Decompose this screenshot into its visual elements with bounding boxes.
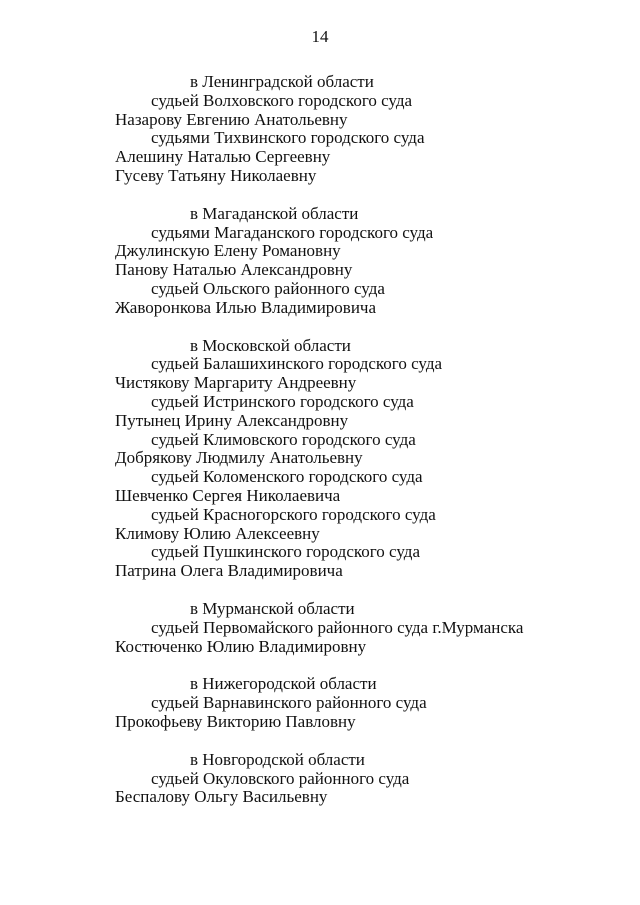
court-appointment: судьями Тихвинского городского суда bbox=[151, 128, 425, 148]
region-section bbox=[0, 675, 640, 731]
section-spacer bbox=[0, 656, 640, 675]
region-section bbox=[0, 73, 640, 186]
court-appointment: судьей Варнавинского районного суда bbox=[151, 693, 427, 713]
court-appointment: судьей Пушкинского городского суда bbox=[151, 542, 421, 562]
judge-name: Гусеву Татьяну Николаевну bbox=[115, 165, 317, 185]
judge-name: Прокофьеву Викторию Павловну bbox=[115, 711, 356, 731]
region-heading: в Нижегородской области bbox=[190, 674, 377, 694]
judge-name: Джулинскую Елену Романовну bbox=[115, 241, 341, 261]
region-section bbox=[0, 205, 640, 318]
court-appointment: судьей Климовского городского суда bbox=[151, 429, 416, 449]
judge-name: Шевченко Сергея Николаевича bbox=[115, 485, 341, 505]
judge-name: Беспалову Ольгу Васильевну bbox=[115, 787, 328, 807]
page-number: 14 bbox=[311, 27, 329, 46]
court-appointment: судьей Балашихинского городского суда bbox=[151, 354, 443, 374]
court-appointment: судьей Истринского городского суда bbox=[151, 391, 414, 411]
judge-name: Костюченко Юлию Владимировну bbox=[115, 636, 367, 656]
section-spacer bbox=[0, 732, 640, 751]
region-heading: в Ленинградской области bbox=[190, 72, 374, 91]
court-appointment: судьей Ольского районного суда bbox=[151, 278, 385, 298]
court-appointment: судьей Первомайского районного суда г.Мурманска bbox=[151, 617, 524, 637]
document-body bbox=[0, 73, 640, 807]
region-section bbox=[0, 751, 640, 807]
judge-name: Алешину Наталью Сергеевну bbox=[115, 147, 331, 167]
section-spacer bbox=[0, 318, 640, 337]
judge-name: Патрина Олега Владимировича bbox=[115, 561, 343, 581]
judge-name: Жаворонкова Илью Владимировича bbox=[115, 297, 377, 317]
court-appointment: судьей Коломенского городского суда bbox=[151, 467, 423, 487]
judge-name: Добрякову Людмилу Анатольевну bbox=[115, 448, 363, 468]
section-spacer bbox=[0, 581, 640, 600]
court-appointment: судьей Окуловского районного суда bbox=[151, 768, 410, 788]
region-heading: в Магаданской области bbox=[190, 203, 359, 223]
region-heading: в Новгородской области bbox=[190, 749, 365, 769]
judge-name: Назарову Евгению Анатольевну bbox=[115, 109, 348, 129]
judge-name: Путынец Ирину Александровну bbox=[115, 410, 349, 430]
section-spacer bbox=[0, 186, 640, 205]
judge-name: Панову Наталью Александровну bbox=[115, 260, 353, 280]
region-heading: в Мурманской области bbox=[190, 598, 355, 618]
region-section bbox=[0, 600, 640, 656]
region-section bbox=[0, 337, 640, 581]
court-appointment: судьей Красногорского городского суда bbox=[151, 504, 436, 524]
region-heading: в Московской области bbox=[190, 335, 351, 355]
judge-name: Чистякову Маргариту Андреевну bbox=[115, 373, 357, 393]
court-appointment: судьей Волховского городского суда bbox=[151, 90, 413, 110]
court-appointment: судьями Магаданского городского суда bbox=[151, 222, 434, 242]
judge-name: Климову Юлию Алексеевну bbox=[115, 523, 320, 543]
